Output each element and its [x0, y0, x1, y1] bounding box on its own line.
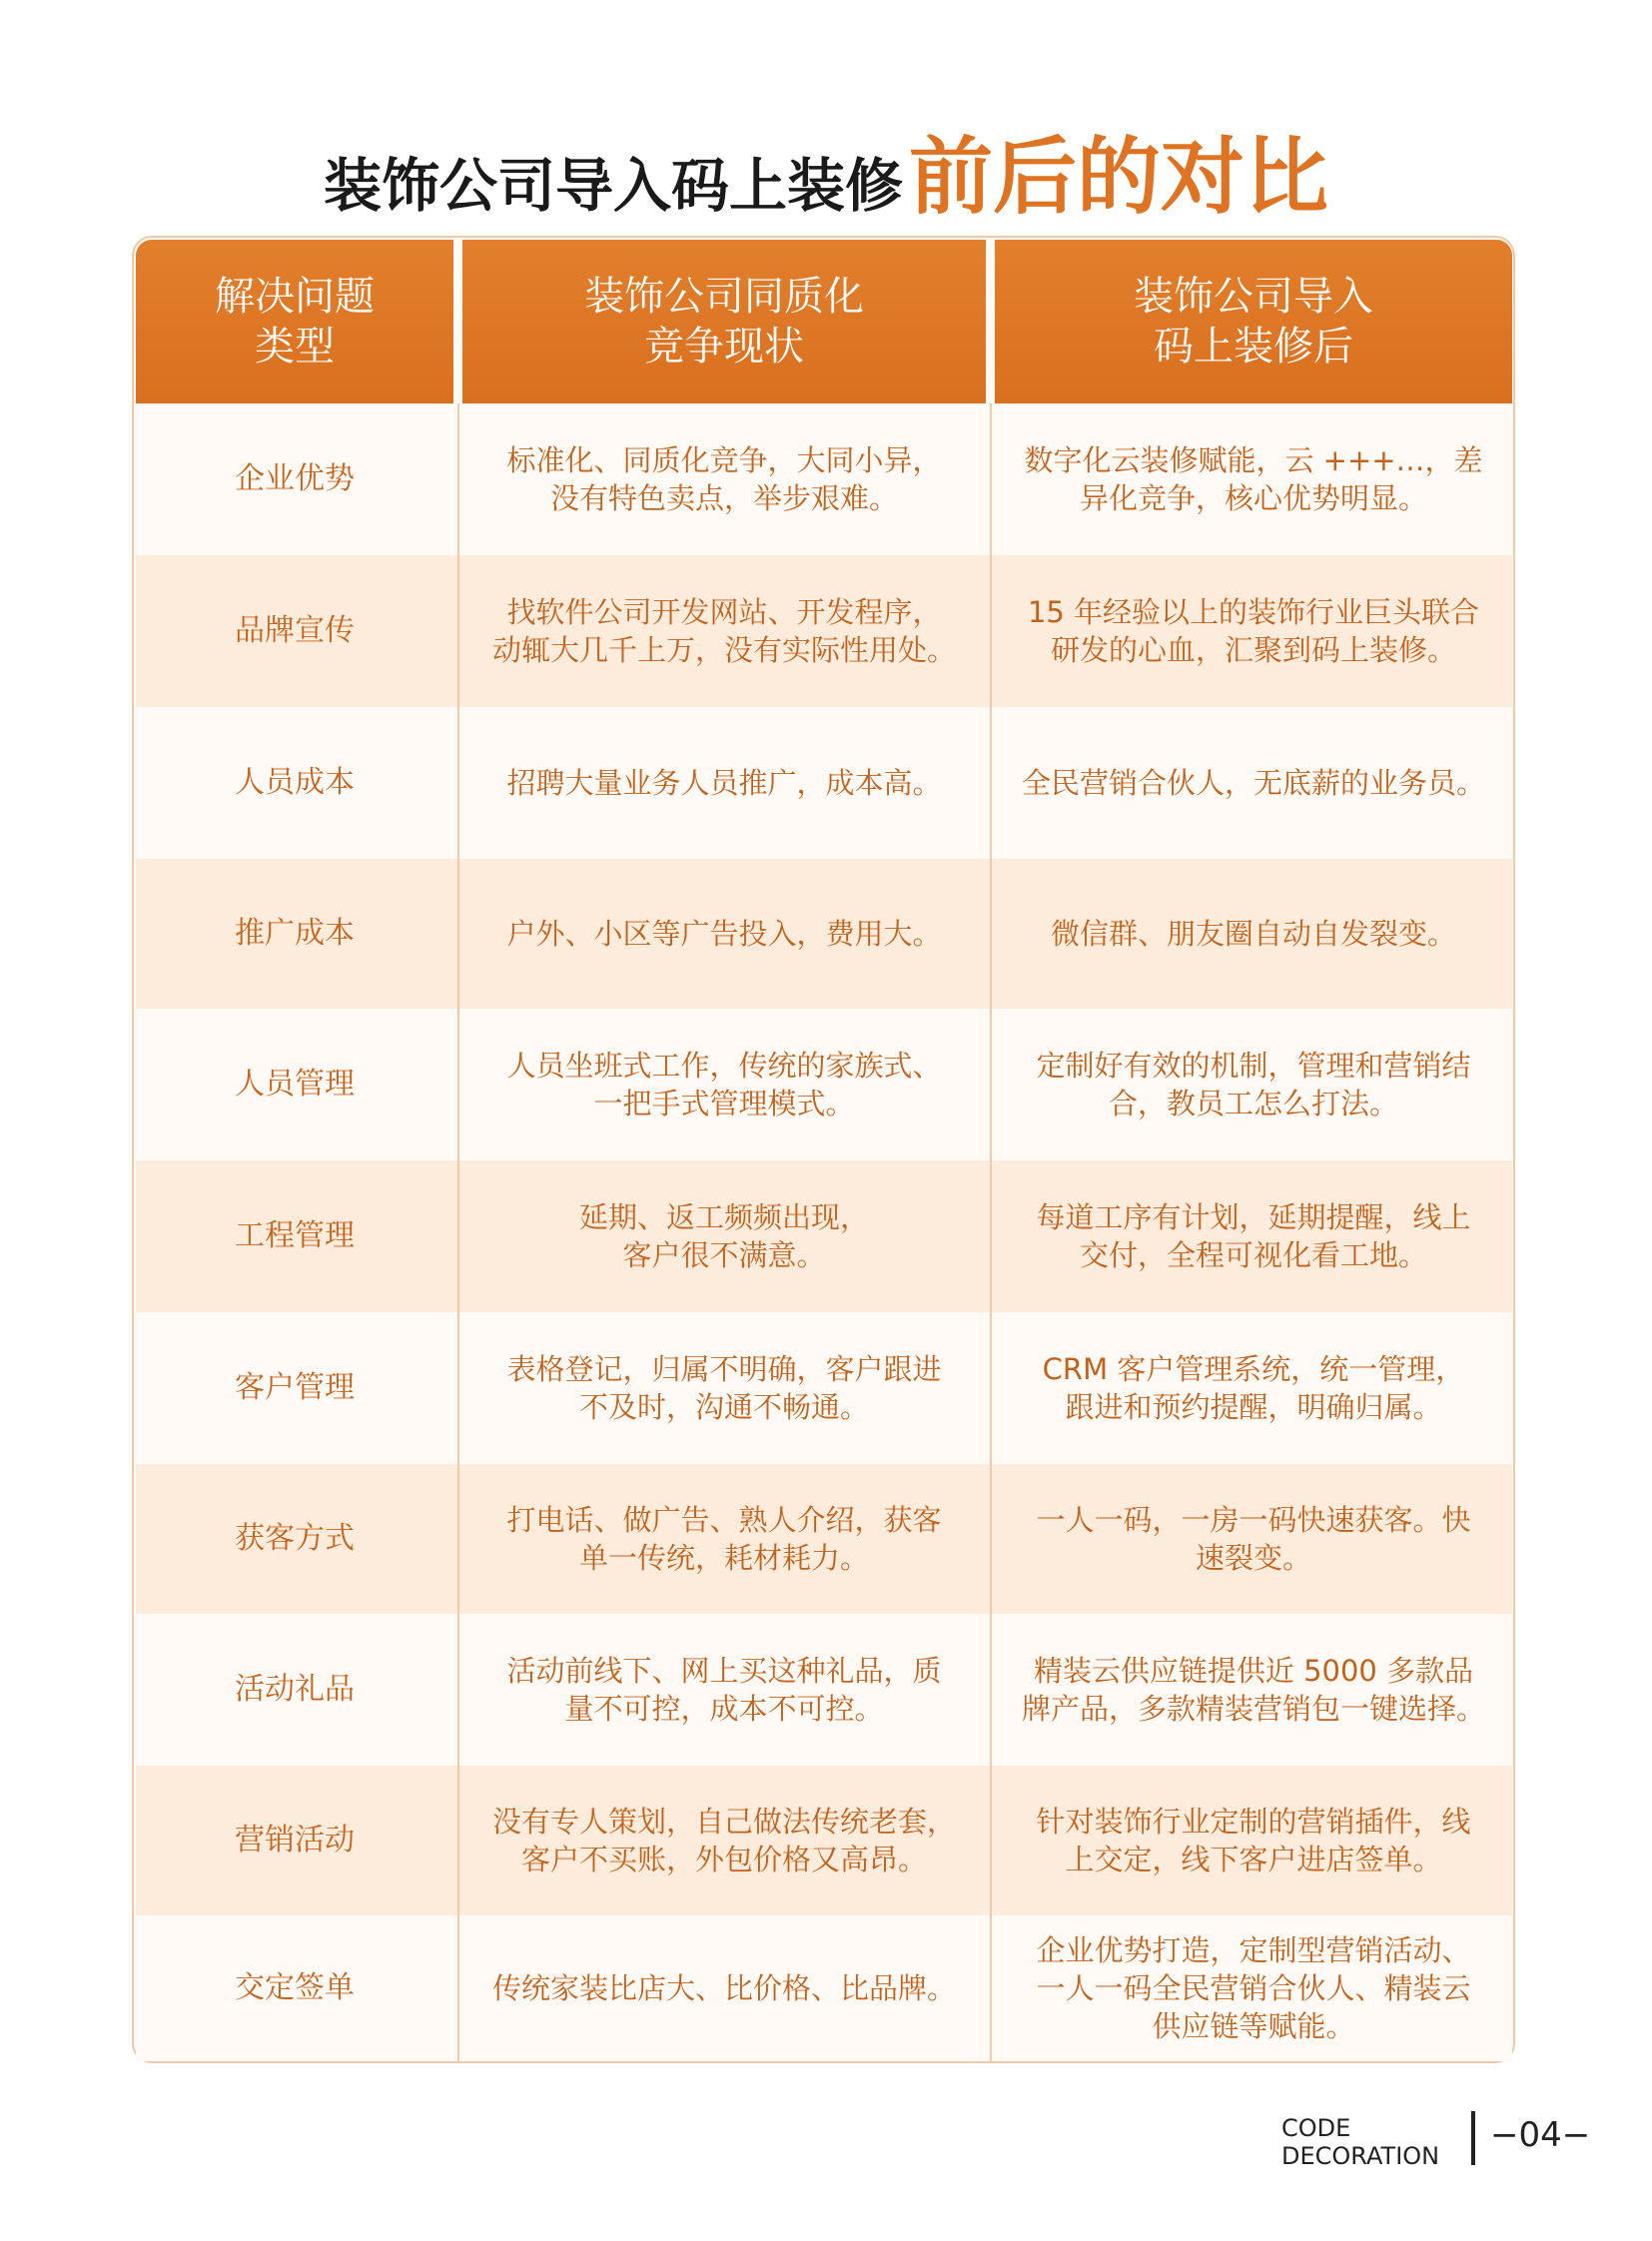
row-before-cell	[462, 1464, 986, 1614]
row-before-cell	[462, 403, 986, 555]
table-row	[136, 1766, 1512, 1915]
table-row	[136, 555, 1512, 707]
header-label: 解决问题 类型	[215, 274, 375, 370]
row-type-cell	[136, 1009, 453, 1160]
header-after-import	[995, 240, 1512, 403]
row-type-cell	[136, 1160, 453, 1312]
row-after-cell	[995, 707, 1512, 859]
cell-text: 企业优势	[235, 461, 355, 496]
row-after-cell	[995, 859, 1512, 1009]
row-type-cell	[136, 1915, 453, 2061]
row-before-cell	[462, 1766, 986, 1915]
cell-text: 数字化云装修赋能，云 +++…，差 异化竞争，核心优势明显。	[1024, 443, 1483, 515]
table-row	[136, 707, 1512, 859]
cell-text: 获客方式	[235, 1521, 355, 1556]
footer-divider	[1471, 2111, 1475, 2165]
table-row	[136, 1009, 1512, 1160]
row-after-cell	[995, 1915, 1512, 2061]
row-after-cell	[995, 1614, 1512, 1766]
title-accent: 前后的对比	[909, 127, 1329, 226]
table-row	[136, 859, 1512, 1009]
row-before-cell	[462, 1614, 986, 1766]
cell-text: 一人一码，一房一码快速获客。快 速裂变。	[1036, 1503, 1471, 1575]
cell-text: 交定签单	[235, 1970, 355, 2005]
cell-text: 人员管理	[235, 1067, 355, 1102]
title-prefix: 装饰公司导入码上装修	[323, 152, 903, 220]
cell-text: 工程管理	[235, 1218, 355, 1253]
row-before-cell	[462, 707, 986, 859]
row-before-cell	[462, 1009, 986, 1160]
row-type-cell	[136, 859, 453, 1009]
cell-text: 人员坐班式工作，传统的家族式、 一把手式管理模式。	[506, 1049, 942, 1120]
cell-text: 客户管理	[235, 1370, 355, 1405]
table-row	[136, 1915, 1512, 2061]
row-before-cell	[462, 859, 986, 1009]
cell-text: 表格登记，归属不明确，客户跟进 不及时，沟通不畅通。	[506, 1352, 942, 1424]
row-after-cell	[995, 1312, 1512, 1464]
table-row	[136, 1614, 1512, 1766]
row-type-cell	[136, 555, 453, 707]
row-after-cell	[995, 555, 1512, 707]
cell-text: 活动礼品	[235, 1672, 355, 1707]
cell-text: 精装云供应链提供近 5000 多款品 牌产品，多款精装营销包一键选择。	[1021, 1654, 1485, 1726]
cell-text: 延期、返工频频出现， 客户很不满意。	[578, 1200, 869, 1272]
header-label: 装饰公司同质化 竞争现状	[584, 274, 864, 370]
row-type-cell	[136, 403, 453, 555]
cell-text: 标准化、同质化竞争，大同小异， 没有特色卖点，举步艰难。	[506, 443, 942, 515]
row-after-cell	[995, 1160, 1512, 1312]
page-title	[0, 110, 1652, 231]
row-before-cell	[462, 555, 986, 707]
page-number: −04−	[1490, 2115, 1591, 2155]
row-type-cell	[136, 1312, 453, 1464]
table-row	[136, 1312, 1512, 1464]
table-row	[136, 1160, 1512, 1312]
row-type-cell	[136, 1464, 453, 1614]
cell-text: 传统家装比店大、比价格、比品牌。	[491, 1971, 956, 2005]
cell-text: 推广成本	[235, 916, 355, 951]
cell-text: 15 年经验以上的装饰行业巨头联合 研发的心血，汇聚到码上装修。	[1027, 595, 1480, 667]
cell-text: 微信群、朋友圈自动自发裂变。	[1050, 917, 1456, 951]
row-after-cell	[995, 403, 1512, 555]
cell-text: 营销活动	[235, 1823, 355, 1858]
cell-text: 全民营销合伙人，无底薪的业务员。	[1021, 766, 1485, 800]
row-after-cell	[995, 1766, 1512, 1915]
row-before-cell	[462, 1160, 986, 1312]
cell-text: 找软件公司开发网站、开发程序， 动辄大几千上万，没有实际性用处。	[491, 595, 956, 667]
cell-text: 定制好有效的机制，管理和营销结 合，教员工怎么打法。	[1036, 1049, 1471, 1120]
row-after-cell	[995, 1009, 1512, 1160]
cell-text: 户外、小区等广告投入，费用大。	[506, 917, 942, 951]
cell-text: 活动前线下、网上买这种礼品，质 量不可控，成本不可控。	[506, 1654, 942, 1726]
cell-text: 没有专人策划，自己做法传统老套， 客户不买账，外包价格又高昂。	[491, 1805, 956, 1876]
column-divider	[457, 403, 459, 2061]
table-row	[136, 403, 1512, 555]
table-row	[136, 1464, 1512, 1614]
cell-text: 招聘大量业务人员推广，成本高。	[506, 766, 942, 800]
cell-text: 每道工序有计划，延期提醒，线上 交付，全程可视化看工地。	[1036, 1200, 1471, 1272]
row-type-cell	[136, 707, 453, 859]
cell-text: 品牌宣传	[235, 613, 355, 648]
cell-text: 针对装饰行业定制的营销插件，线 上交定，线下客户进店签单。	[1036, 1805, 1471, 1876]
header-label: 装饰公司导入 码上装修后	[1134, 274, 1373, 370]
footer-brand: CODE DECORATION	[1281, 2114, 1440, 2170]
row-after-cell	[995, 1464, 1512, 1614]
cell-text: CRM 客户管理系统，统一管理， 跟进和预约提醒，明确归属。	[1042, 1352, 1465, 1424]
header-current-status	[462, 240, 986, 403]
cell-text: 企业优势打造，定制型营销活动、 一人一码全民营销合伙人、精装云 供应链等赋能。	[1036, 1933, 1471, 2043]
row-type-cell	[136, 1766, 453, 1915]
row-before-cell	[462, 1312, 986, 1464]
column-divider	[990, 403, 992, 2061]
cell-text: 人员成本	[235, 765, 355, 800]
row-before-cell	[462, 1915, 986, 2061]
row-type-cell	[136, 1614, 453, 1766]
cell-text: 打电话、做广告、熟人介绍，获客 单一传统，耗材耗力。	[506, 1503, 942, 1575]
header-problem-type	[136, 240, 453, 403]
